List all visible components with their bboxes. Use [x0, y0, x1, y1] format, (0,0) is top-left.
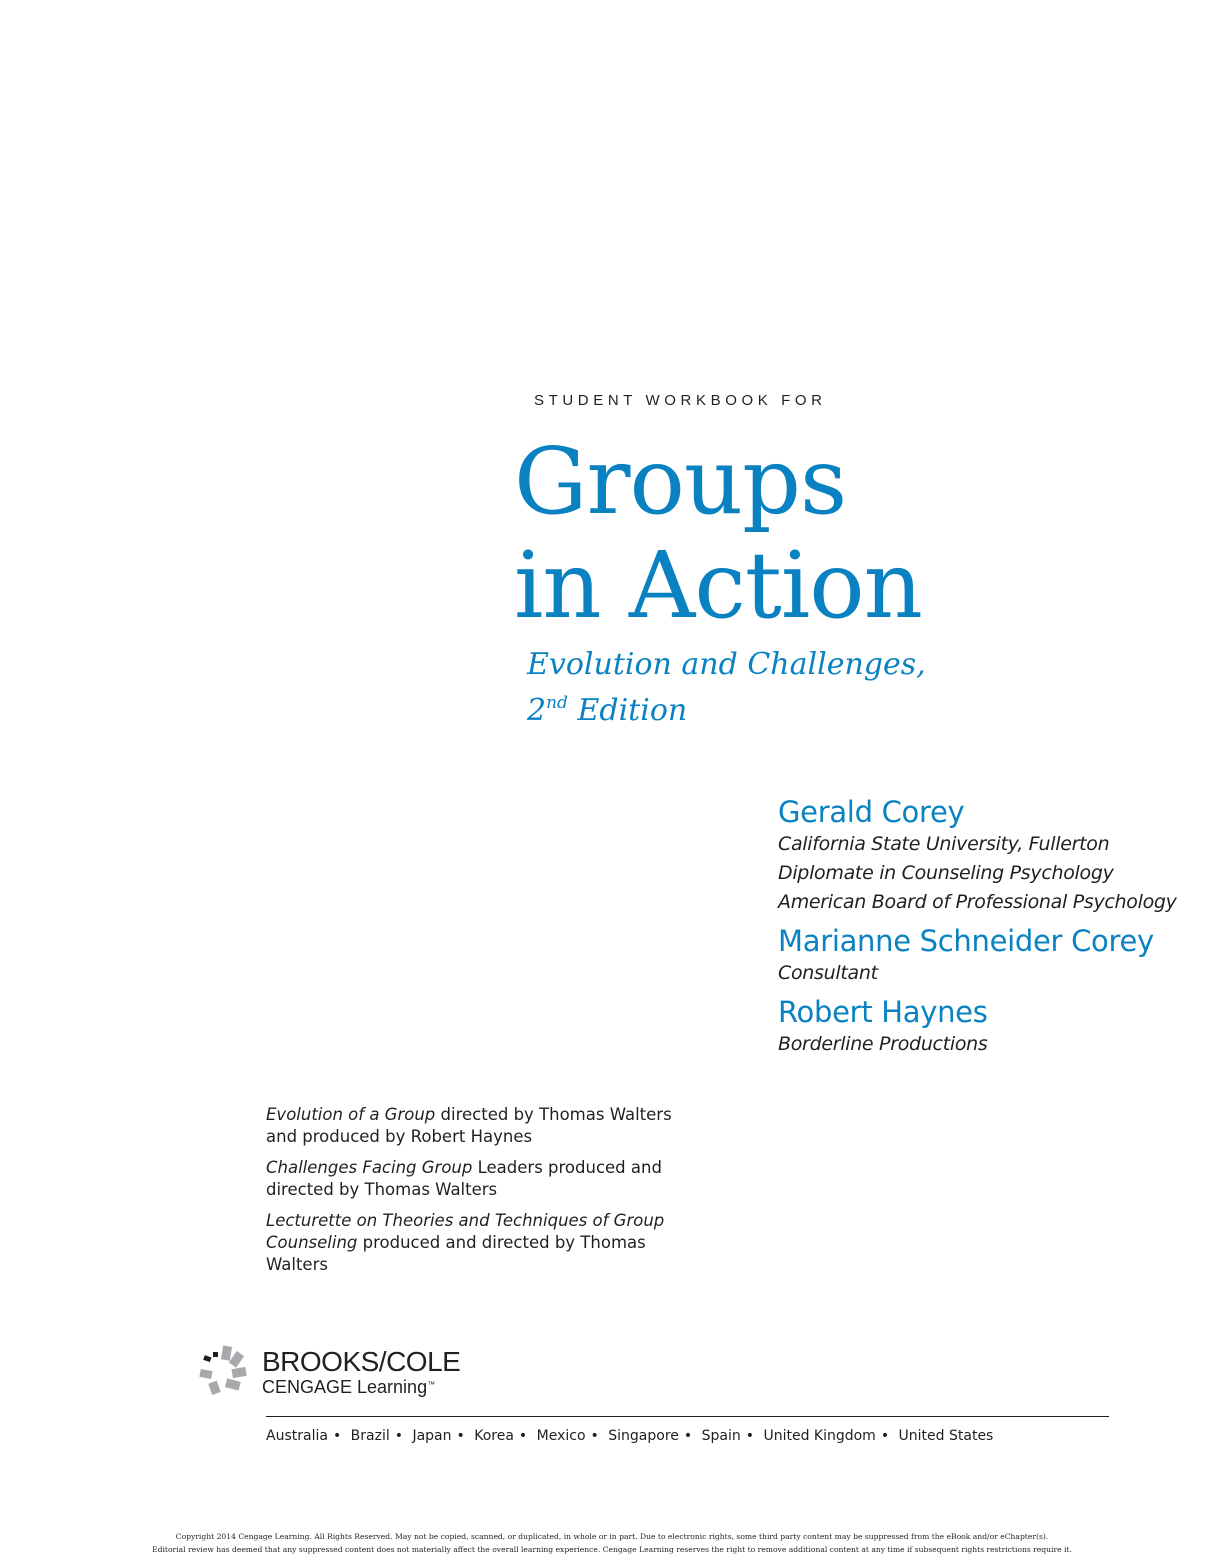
country: Brazil: [350, 1428, 390, 1444]
country: Spain: [701, 1428, 741, 1444]
author-block: [778, 794, 1208, 917]
kicker-text: STUDENT WORKBOOK FOR: [534, 392, 827, 409]
title-line-1: Groups: [514, 428, 847, 535]
publisher-logo: [198, 1344, 498, 1404]
separator: •: [332, 1428, 342, 1444]
edition-suffix: nd: [546, 693, 568, 713]
separator: •: [394, 1428, 403, 1444]
publisher-sub-brand: [262, 1378, 435, 1396]
publisher-brand: BROOKS/COLE: [262, 1346, 461, 1377]
author-affiliation: Consultant: [778, 962, 878, 984]
separator: •: [518, 1428, 528, 1444]
author-affiliation: American Board of Professional Psychology: [778, 891, 1177, 913]
country-list: [266, 1428, 993, 1444]
author-name: Gerald Corey: [778, 795, 965, 829]
author-affiliation: Diplomate in Counseling Psychology: [778, 862, 1114, 884]
country: Japan: [412, 1428, 452, 1444]
author-block: [778, 923, 1208, 988]
copyright-line: Copyright 2014 Cengage Learning. All Rights Reserved. May not be copied, scanned, or duplicated, in whole or in part. Due to electronic rights, some third party content may be suppressed from the eBook and/or eChapter(s).: [175, 1532, 1049, 1541]
credit-text: produced and directed by Thomas Walters: [266, 1233, 646, 1274]
video-credits: [266, 1104, 686, 1285]
author-block: [778, 994, 1208, 1059]
copyright-notice: [60, 1530, 1164, 1556]
author-affiliation: California State University, Fullerton: [778, 833, 1110, 855]
authors-list: [778, 794, 1208, 1065]
country: United States: [898, 1428, 994, 1444]
country: Korea: [474, 1428, 514, 1444]
credit-title: Challenges Facing Group: [266, 1158, 473, 1177]
separator: •: [590, 1428, 599, 1444]
credit-text: Leaders produced and directed by Thomas Walters: [266, 1158, 662, 1199]
trademark-symbol: ™: [427, 1380, 436, 1389]
author-name: Robert Haynes: [778, 995, 988, 1029]
edition: [527, 693, 688, 728]
country: United Kingdom: [763, 1428, 876, 1444]
title-line-2: in Action: [514, 532, 922, 639]
subtitle-line-1: Evolution and Challenges,: [527, 647, 926, 682]
separator: •: [880, 1428, 890, 1444]
author-affiliation: Borderline Productions: [778, 1033, 988, 1055]
credit-item: [266, 1104, 686, 1148]
edition-number: 2: [527, 693, 547, 728]
country: Singapore: [608, 1428, 679, 1444]
separator: •: [456, 1428, 465, 1444]
credit-title: Lecturette on Theories and Techniques of Group Counseling: [266, 1211, 665, 1252]
country: Australia: [266, 1428, 328, 1444]
credit-text: directed by Thomas Walters and produced by Robert Haynes: [266, 1105, 672, 1146]
credit-item: [266, 1157, 686, 1201]
credit-item: [266, 1210, 686, 1276]
cengage-starburst-icon: [198, 1344, 254, 1400]
edition-word: Edition: [567, 693, 688, 728]
country: Mexico: [536, 1428, 586, 1444]
separator: •: [745, 1428, 754, 1444]
author-name: Marianne Schneider Corey: [778, 924, 1154, 958]
credit-title: Evolution of a Group: [266, 1105, 436, 1124]
separator: •: [683, 1428, 693, 1444]
divider-rule: [266, 1416, 1109, 1417]
copyright-line: Editorial review has deemed that any suppressed content does not materially affect the overall learning experience. Cengage Learning reserves the right to remove additional content at any time if subsequent rights restrictions require it.: [152, 1545, 1072, 1554]
sub-brand-text: CENGAGE Learning: [262, 1377, 428, 1397]
